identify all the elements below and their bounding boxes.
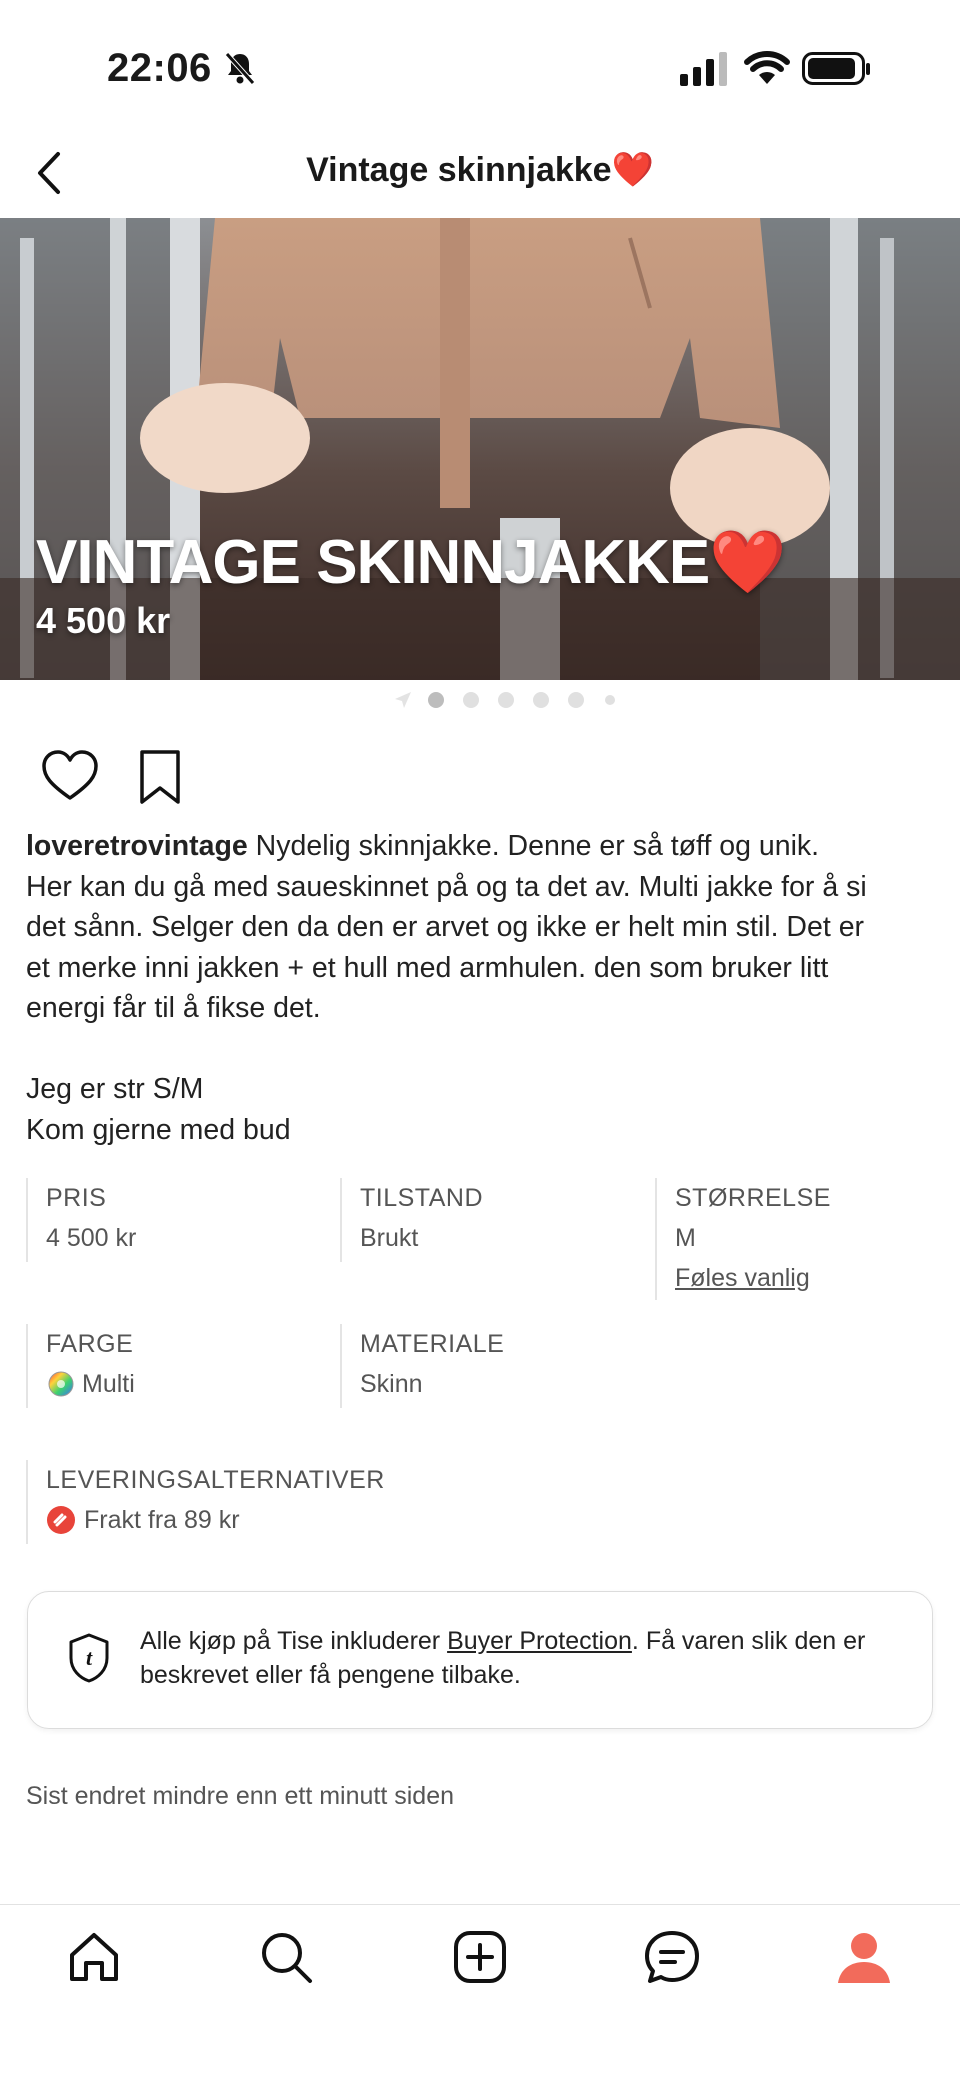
carousel-dot[interactable]: [533, 692, 549, 708]
protection-text: . Få varen slik den er beskrevet eller få pengene tilbake.: [140, 1627, 866, 1689]
location-arrow-icon: [393, 690, 413, 710]
bottom-tab-bar: [0, 1904, 960, 2087]
buyer-protection-text: [140, 1624, 910, 1692]
svg-text:t: t: [85, 1645, 93, 1670]
description-text: Nydelig skinnjakke. Denne er så tøff og unik.: [247, 830, 820, 862]
nav-bar: [0, 130, 960, 218]
product-image-carousel[interactable]: [0, 218, 960, 680]
page-title: Vintage skinnjakke❤️: [306, 151, 654, 189]
add-listing-icon[interactable]: [448, 1925, 512, 1989]
chat-icon[interactable]: [640, 1925, 704, 1989]
attr-price: [26, 1178, 316, 1262]
carousel-dot[interactable]: [605, 695, 615, 705]
attr-value: M: [675, 1224, 696, 1252]
carousel-dot[interactable]: [498, 692, 514, 708]
attr-label: FARGE: [46, 1330, 134, 1358]
shield-icon: [66, 1632, 112, 1684]
attr-value: 4 500 kr: [46, 1224, 137, 1252]
attr-value: Skinn: [360, 1370, 423, 1398]
buyer-protection-link[interactable]: Buyer Protection: [447, 1627, 632, 1655]
multicolor-swatch-icon: [46, 1369, 76, 1399]
size-fit-link[interactable]: Føles vanlig: [675, 1264, 810, 1292]
carousel-dot[interactable]: [568, 692, 584, 708]
seller-username[interactable]: loveretrovintage: [26, 830, 248, 862]
carousel-indicator: [0, 686, 960, 712]
bookmark-icon[interactable]: [136, 748, 184, 806]
attr-label: MATERIALE: [360, 1330, 505, 1358]
carousel-dot[interactable]: [428, 692, 444, 708]
status-time: 22:06: [107, 46, 212, 90]
home-icon[interactable]: [62, 1925, 126, 1989]
description-line: Her kan du gå med saueskinnet på og ta det av. Multi jakke for å si: [26, 870, 867, 903]
attr-label: STØRRELSE: [675, 1184, 831, 1212]
attr-label: LEVERINGSALTERNATIVER: [46, 1466, 385, 1494]
bell-muted-icon: [223, 50, 257, 86]
attr-material: [340, 1324, 630, 1408]
hero-title: VINTAGE SKINNJAKKE❤️: [36, 528, 786, 597]
battery-icon: [802, 52, 872, 86]
attr-label: TILSTAND: [360, 1184, 483, 1212]
post-actions: [40, 748, 240, 808]
signal-icon: [680, 52, 730, 86]
heart-icon[interactable]: [40, 748, 100, 804]
attr-label: PRIS: [46, 1184, 107, 1212]
attr-size: [655, 1178, 945, 1300]
description-line: Jeg er str S/M: [26, 1073, 204, 1105]
hero-price: 4 500 kr: [36, 600, 171, 641]
last-updated-text: Sist endret mindre enn ett minutt siden: [26, 1782, 455, 1810]
attr-condition: [340, 1178, 630, 1262]
description-line: det sånn. Selger den da den er arvet og ikke er helt min stil. Det er: [26, 911, 865, 943]
wifi-icon: [744, 50, 790, 86]
attr-delivery: [26, 1460, 446, 1544]
status-bar: [0, 0, 960, 130]
attr-value: Brukt: [360, 1224, 419, 1252]
description-line: Kom gjerne med bud: [26, 1113, 291, 1146]
protection-text: Alle kjøp på Tise inkluderer: [140, 1627, 448, 1655]
attr-color: [26, 1324, 316, 1408]
buyer-protection-card[interactable]: [27, 1591, 933, 1729]
attr-value: Multi: [82, 1370, 135, 1398]
shipping-icon: [46, 1505, 76, 1535]
post-description: [26, 826, 936, 1150]
profile-icon[interactable]: [832, 1925, 896, 1989]
search-icon[interactable]: [254, 1925, 318, 1989]
attr-value: Frakt fra 89 kr: [84, 1506, 240, 1534]
description-line: energi får til å fikse det.: [26, 992, 321, 1024]
description-line: et merke inni jakken + et hull med armhulen. den som bruker litt: [26, 951, 829, 984]
carousel-dot[interactable]: [463, 692, 479, 708]
